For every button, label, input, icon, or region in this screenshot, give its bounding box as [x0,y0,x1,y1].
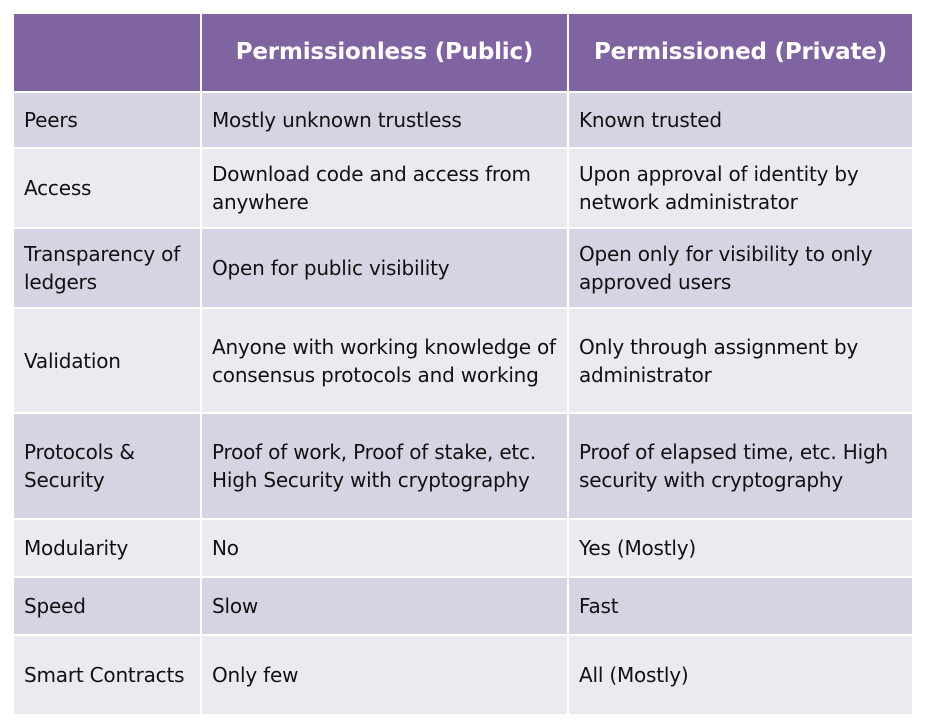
private-cell: Open only for visibility to only approved users [568,228,913,308]
private-cell: Fast [568,577,913,635]
table-row [13,228,913,308]
public-cell: Download code and access from anywhere [201,148,568,228]
public-cell: Proof of work, Proof of stake, etc. High Security with cryptography [201,413,568,518]
table-row [13,308,913,413]
public-cell: Only few [201,635,568,715]
row-label: Transparency of ledgers [13,228,201,308]
comparison-table [12,12,914,716]
public-cell: Mostly unknown trustless [201,92,568,148]
table-row [13,519,913,577]
row-label: Protocols & Security [13,413,201,518]
private-cell: Yes (Mostly) [568,519,913,577]
private-cell: Proof of elapsed time, etc. High security with cryptography [568,413,913,518]
header-cell-public: Permissionless (Public) [201,13,568,92]
public-cell: Slow [201,577,568,635]
table-row [13,635,913,715]
comparison-table-container [12,12,912,716]
row-label: Peers [13,92,201,148]
row-label: Validation [13,308,201,413]
public-cell: Anyone with working knowledge of consensus protocols and working [201,308,568,413]
header-row [13,13,913,92]
public-cell: Open for public visibility [201,228,568,308]
private-cell: Upon approval of identity by network administrator [568,148,913,228]
table-row [13,92,913,148]
private-cell: All (Mostly) [568,635,913,715]
table-row [13,148,913,228]
header-cell-corner [13,13,201,92]
header-cell-private: Permissioned (Private) [568,13,913,92]
table-row [13,413,913,518]
row-label: Modularity [13,519,201,577]
private-cell: Known trusted [568,92,913,148]
row-label: Access [13,148,201,228]
row-label: Speed [13,577,201,635]
public-cell: No [201,519,568,577]
table-row [13,577,913,635]
private-cell: Only through assignment by administrator [568,308,913,413]
row-label: Smart Contracts [13,635,201,715]
